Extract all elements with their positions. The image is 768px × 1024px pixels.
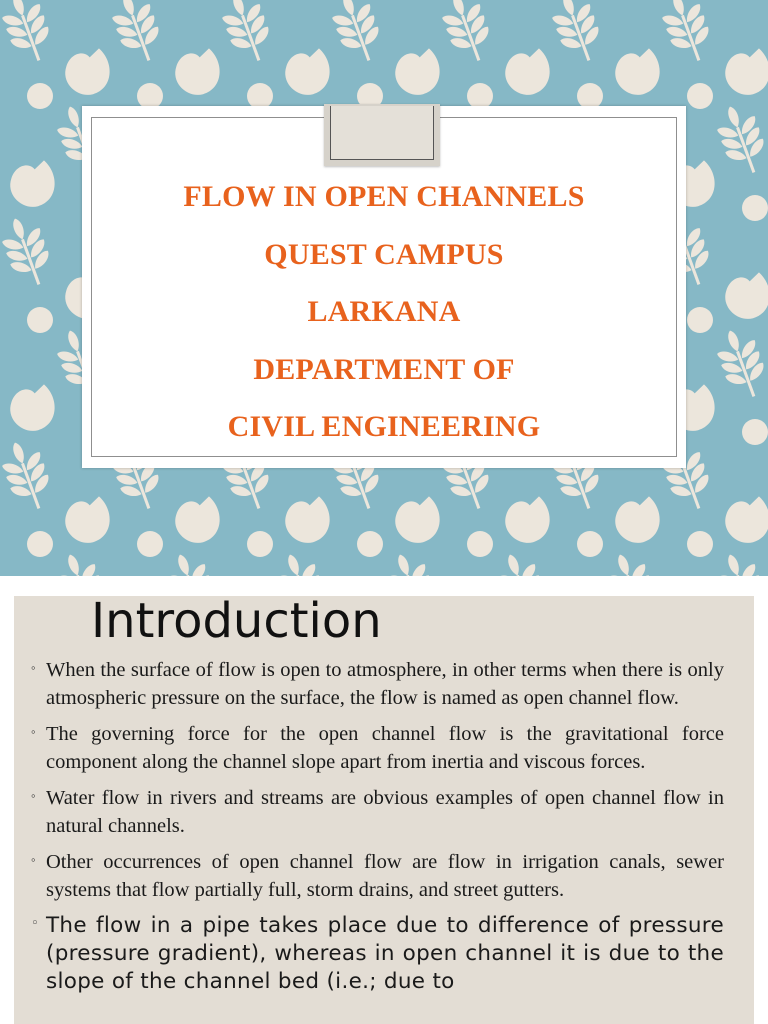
pattern-dot	[467, 531, 493, 557]
paisley-drop	[388, 487, 449, 550]
bullet-item	[14, 720, 754, 776]
paisley-drop	[0, 263, 9, 326]
pattern-dot	[742, 195, 768, 221]
hollow-circle-icon: ◦	[31, 660, 36, 675]
pattern-dot	[687, 531, 713, 557]
title-line-1: FLOW IN OPEN CHANNELS	[183, 180, 585, 213]
paisley-drop	[498, 39, 559, 102]
bullet-item	[14, 784, 754, 840]
leaf-sprig	[709, 99, 768, 180]
leaf-sprig	[269, 547, 335, 576]
paisley-drop	[3, 375, 64, 438]
paisley-drop	[58, 487, 119, 550]
pattern-dot	[137, 531, 163, 557]
leaf-sprig	[0, 547, 5, 576]
leaf-sprig	[0, 99, 5, 180]
leaf-sprig	[544, 0, 610, 68]
pattern-dot	[357, 531, 383, 557]
leaf-sprig	[434, 0, 500, 68]
paisley-drop	[58, 39, 119, 102]
pattern-dot	[742, 419, 768, 445]
leaf-sprig	[709, 323, 768, 404]
paisley-drop	[718, 487, 768, 550]
paisley-drop	[388, 39, 449, 102]
title-line-3: LARKANA	[307, 295, 461, 328]
bullet-item	[14, 848, 754, 904]
bullet-item	[14, 656, 754, 712]
title-block	[82, 168, 686, 456]
paisley-drop	[0, 39, 9, 102]
leaf-sprig	[489, 547, 555, 576]
hollow-circle-icon: ◦	[31, 788, 36, 803]
leaf-sprig	[0, 435, 60, 516]
hollow-circle-icon: ◦	[31, 724, 36, 739]
paisley-drop	[608, 39, 669, 102]
title-line-4: DEPARTMENT OF	[253, 352, 515, 386]
bullet-text: The governing force for the open channel flow is the gravitational force component along the channel slope apart from inertia and viscous forces.	[46, 723, 724, 773]
paisley-drop	[168, 487, 229, 550]
title-line-2: QUEST CAMPUS	[264, 237, 504, 271]
pattern-dot	[247, 531, 273, 557]
pattern-dot	[27, 307, 53, 333]
slide-heading: Introduction	[91, 596, 382, 649]
leaf-sprig	[214, 0, 280, 68]
leaf-sprig	[324, 0, 390, 68]
leaf-sprig	[0, 0, 60, 68]
leaf-sprig	[49, 547, 115, 576]
hollow-circle-icon: ◦	[31, 852, 36, 867]
paisley-drop	[498, 487, 559, 550]
leaf-sprig	[0, 211, 60, 292]
pattern-dot	[577, 531, 603, 557]
leaf-sprig	[379, 547, 445, 576]
pattern-dot	[27, 83, 53, 109]
pattern-dot	[687, 83, 713, 109]
paisley-drop	[718, 263, 768, 326]
card-tab-inner	[330, 106, 434, 160]
pattern-dot	[687, 307, 713, 333]
paisley-drop	[718, 39, 768, 102]
introduction-slide	[14, 596, 754, 1024]
leaf-sprig	[709, 547, 768, 576]
leaf-sprig	[0, 323, 5, 404]
title-card	[82, 106, 686, 468]
leaf-sprig	[104, 0, 170, 68]
hollow-circle-icon: ◦	[31, 916, 39, 931]
bullet-list	[14, 656, 754, 1004]
bullet-text: The flow in a pipe takes place due to difference of pressure (pressure gradient), whereas in open channel it is due to the slope of the channel bed (i.e.; due to	[46, 913, 724, 994]
bullet-text: When the surface of flow is open to atmosphere, in other terms when there is only atmospheric pressure on the surface, the flow is named as open channel flow.	[46, 659, 724, 709]
bullet-text: Water flow in rivers and streams are obvious examples of open channel flow in natural channels.	[46, 787, 724, 837]
paisley-drop	[0, 487, 9, 550]
leaf-sprig	[654, 0, 720, 68]
paisley-drop	[278, 487, 339, 550]
paisley-drop	[608, 487, 669, 550]
title-line-5: CIVIL ENGINEERING	[227, 410, 541, 443]
card-tab-decoration	[324, 104, 440, 166]
paisley-drop	[3, 151, 64, 214]
leaf-sprig	[159, 547, 225, 576]
paisley-drop	[278, 39, 339, 102]
bullet-item	[14, 912, 754, 996]
paisley-drop	[168, 39, 229, 102]
bullet-text: Other occurrences of open channel flow are flow in irrigation canals, sewer systems that flow partially full, storm drains, and street gutters.	[46, 851, 724, 901]
pattern-dot	[27, 531, 53, 557]
leaf-sprig	[599, 547, 665, 576]
